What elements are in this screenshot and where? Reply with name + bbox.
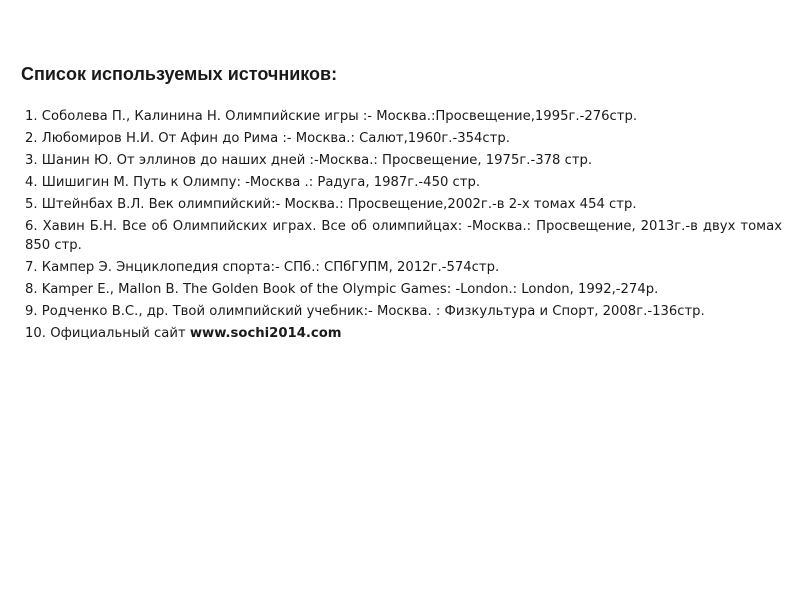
source-text: Официальный сайт [50,326,186,341]
source-item-9 [25,302,782,321]
source-item-10 [25,324,782,343]
source-text: Хавин Б.Н. Все об Олимпийских играх. Все об олимпийцах: -Москва.: Просвещение, 2013г.-в двух томах 850 стр. [25,219,782,253]
sources-list [25,107,782,346]
source-item-5 [25,195,782,214]
source-text: Штейнбах В.Л. Век олимпийский:- Москва.: Просвещение,2002г.-в 2-х томах 454 стр. [41,197,637,212]
source-item-2 [25,129,782,148]
source-text: Родченко В.С., др. Твой олимпийский учебник:- Москва. : Физкультура и Спорт, 2008г.-136стр. [41,304,705,319]
source-text: Кампер Э. Энциклопедия спорта:- СПб.: СПбГУПМ, 2012г.-574стр. [41,260,500,275]
source-text: Kamper E., Mallon B. The Golden Book of the Olympic Games: -London.: London, 1992,-274p. [41,282,659,297]
source-number: 3. [25,153,38,168]
source-number: 6. [25,219,38,234]
source-text: Любомиров Н.И. От Афин до Рима :- Москва.: Салют,1960г.-354стр. [41,131,510,146]
source-item-3 [25,151,782,170]
source-number: 4. [25,175,38,190]
source-number: 9. [25,304,38,319]
source-item-1 [25,107,782,126]
source-item-4 [25,173,782,192]
source-item-6 [25,217,782,255]
official-site-link[interactable]: www.sochi2014.com [189,326,342,341]
source-number: 8. [25,282,38,297]
source-text: Шанин Ю. От эллинов до наших дней :-Москва.: Просвещение, 1975г.-378 стр. [41,153,593,168]
source-text: Шишигин М. Путь к Олимпу: -Москва .: Радуга, 1987г.-450 стр. [41,175,481,190]
source-number: 2. [25,131,38,146]
source-number: 7. [25,260,38,275]
source-item-7 [25,258,782,277]
source-number: 1. [25,109,38,124]
source-text: Соболева П., Калинина Н. Олимпийские игры :- Москва.:Просвещение,1995г.-276стр. [41,109,638,124]
source-number: 5. [25,197,38,212]
source-number: 10. [25,326,46,341]
source-item-8 [25,280,782,299]
page-title: Список используемых источников: [21,64,338,84]
